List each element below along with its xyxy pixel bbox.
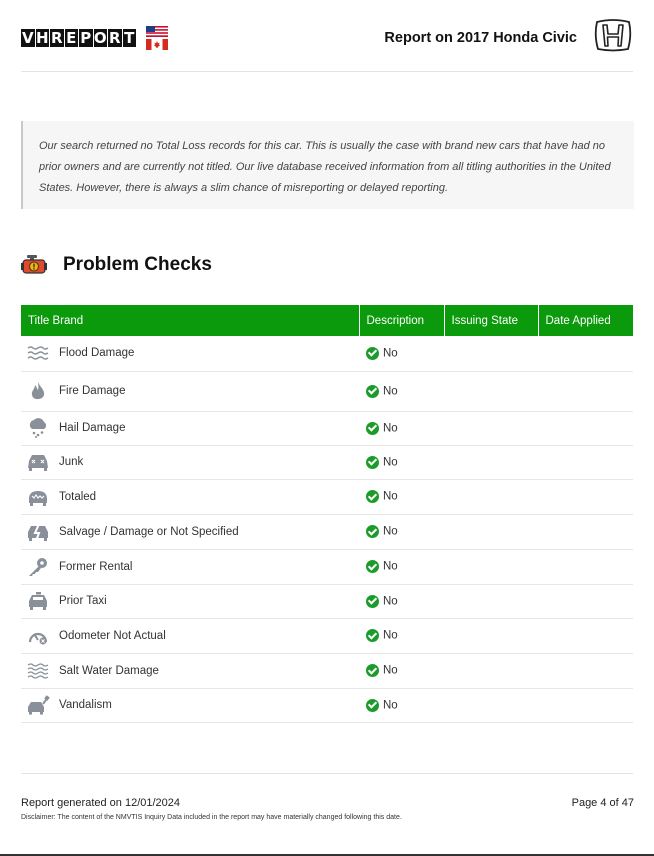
disclaimer: Disclaimer: The content of the NMVTIS Inquiry Data included in the report may have materially changed following this date. <box>21 814 402 821</box>
description-value: No <box>383 595 398 607</box>
us-flag-icon <box>146 26 168 37</box>
junk-car-icon <box>26 452 50 472</box>
table-row <box>21 514 633 549</box>
date-applied-cell <box>538 479 633 514</box>
check-circle-icon <box>366 525 379 538</box>
section-title: Problem Checks <box>63 254 212 275</box>
description-cell <box>359 688 444 722</box>
column-header-description: Description <box>359 305 444 336</box>
title-brand-label: Odometer Not Actual <box>59 629 166 642</box>
title-brand-cell <box>21 479 359 514</box>
title-brand-cell <box>21 688 359 722</box>
check-circle-icon <box>366 456 379 469</box>
check-circle-icon <box>366 699 379 712</box>
description-cell <box>359 653 444 688</box>
canada-flag-icon <box>146 39 168 50</box>
flood-icon <box>26 343 50 363</box>
totaled-car-icon <box>26 487 50 507</box>
total-loss-notice <box>21 121 634 209</box>
honda-logo-icon <box>593 18 633 52</box>
column-header-title-brand: Title Brand <box>21 305 359 336</box>
fire-icon <box>26 381 50 401</box>
logo-letter: V <box>21 29 34 47</box>
logo-letter: P <box>80 29 92 47</box>
title-brand-label: Junk <box>59 456 84 468</box>
logo-wordmark <box>21 29 136 47</box>
logo-letter: T <box>124 29 135 47</box>
problem-checks-table <box>21 305 633 723</box>
title-brand-cell <box>21 549 359 584</box>
check-circle-icon <box>366 490 379 503</box>
description-value: No <box>383 385 398 397</box>
check-circle-icon <box>366 629 379 642</box>
report-header <box>21 14 633 72</box>
title-brand-cell <box>21 653 359 688</box>
title-brand-label: Salvage / Damage or Not Specified <box>59 525 239 538</box>
table-row <box>21 479 633 514</box>
description-cell <box>359 371 444 411</box>
odometer-icon <box>26 626 50 646</box>
date-applied-cell <box>538 371 633 411</box>
logo-letter: R <box>108 29 121 47</box>
title-brand-label: Fire Damage <box>59 385 126 397</box>
check-circle-icon <box>366 595 379 608</box>
title-brand-cell <box>21 514 359 549</box>
table-row <box>21 618 633 653</box>
description-value: No <box>383 490 398 503</box>
title-brand-label: Prior Taxi <box>59 595 107 607</box>
table-header-row <box>21 305 633 336</box>
table-row <box>21 549 633 584</box>
issuing-state-cell <box>444 514 538 549</box>
issuing-state-cell <box>444 479 538 514</box>
date-applied-cell <box>538 336 633 371</box>
hail-icon <box>26 418 50 438</box>
title-brand-label: Flood Damage <box>59 347 135 360</box>
title-brand-cell <box>21 618 359 653</box>
description-cell <box>359 618 444 653</box>
page-number: Page 4 of 47 <box>571 797 634 809</box>
column-header-issuing-state: Issuing State <box>444 305 538 336</box>
description-value: No <box>383 629 398 642</box>
issuing-state-cell <box>444 445 538 479</box>
check-circle-icon <box>366 385 379 398</box>
title-brand-cell <box>21 371 359 411</box>
table-row <box>21 336 633 371</box>
description-cell <box>359 549 444 584</box>
table-row <box>21 411 633 445</box>
description-value: No <box>383 456 398 468</box>
description-cell <box>359 479 444 514</box>
issuing-state-cell <box>444 549 538 584</box>
description-value: No <box>383 560 398 573</box>
date-applied-cell <box>538 653 633 688</box>
table-row <box>21 584 633 618</box>
check-circle-icon <box>366 422 379 435</box>
table-row <box>21 688 633 722</box>
vhreport-logo <box>21 26 168 50</box>
logo-letter: H <box>35 29 49 47</box>
description-value: No <box>383 422 398 434</box>
date-applied-cell <box>538 445 633 479</box>
salvage-icon <box>26 522 50 542</box>
description-cell <box>359 336 444 371</box>
report-title: Report on 2017 Honda Civic <box>384 30 577 46</box>
logo-letter: E <box>66 29 77 47</box>
date-applied-cell <box>538 411 633 445</box>
flags <box>146 26 168 50</box>
column-header-date-applied: Date Applied <box>538 305 633 336</box>
vandalism-icon <box>26 695 50 715</box>
salt-water-icon <box>26 661 50 681</box>
title-brand-cell <box>21 445 359 479</box>
description-cell <box>359 584 444 618</box>
title-brand-cell <box>21 336 359 371</box>
report-generated-date: Report generated on 12/01/2024 <box>21 797 181 809</box>
logo-letter: O <box>93 29 107 47</box>
issuing-state-cell <box>444 584 538 618</box>
issuing-state-cell <box>444 411 538 445</box>
key-icon <box>26 557 50 577</box>
description-cell <box>359 411 444 445</box>
date-applied-cell <box>538 549 633 584</box>
table-row <box>21 371 633 411</box>
title-brand-label: Totaled <box>59 490 97 503</box>
date-applied-cell <box>538 584 633 618</box>
date-applied-cell <box>538 618 633 653</box>
title-brand-label: Hail Damage <box>59 422 126 434</box>
engine-warning-icon <box>21 254 47 276</box>
check-circle-icon <box>366 560 379 573</box>
title-brand-cell <box>21 584 359 618</box>
problem-checks-heading <box>21 254 212 276</box>
date-applied-cell <box>538 514 633 549</box>
description-value: No <box>383 664 398 677</box>
issuing-state-cell <box>444 371 538 411</box>
description-cell <box>359 514 444 549</box>
issuing-state-cell <box>444 336 538 371</box>
description-value: No <box>383 699 398 711</box>
date-applied-cell <box>538 688 633 722</box>
title-brand-label: Former Rental <box>59 560 133 573</box>
check-circle-icon <box>366 664 379 677</box>
issuing-state-cell <box>444 653 538 688</box>
table-row <box>21 445 633 479</box>
title-brand-label: Vandalism <box>59 699 112 711</box>
title-brand-cell <box>21 411 359 445</box>
notice-text: Our search returned no Total Loss records for this car. This is usually the case with brand new cars that have had no prior owners and are currently not titled. Our live database received information from all titling authorities in the United States. However, there is always a slim chance of misreporting or delayed reporting. <box>39 140 611 194</box>
description-value: No <box>383 347 398 360</box>
description-cell <box>359 445 444 479</box>
issuing-state-cell <box>444 618 538 653</box>
issuing-state-cell <box>444 688 538 722</box>
description-value: No <box>383 525 398 538</box>
check-circle-icon <box>366 347 379 360</box>
taxi-icon <box>26 591 50 611</box>
table-row <box>21 653 633 688</box>
footer-divider <box>21 773 633 774</box>
title-brand-label: Salt Water Damage <box>59 664 159 677</box>
logo-letter: R <box>50 29 63 47</box>
